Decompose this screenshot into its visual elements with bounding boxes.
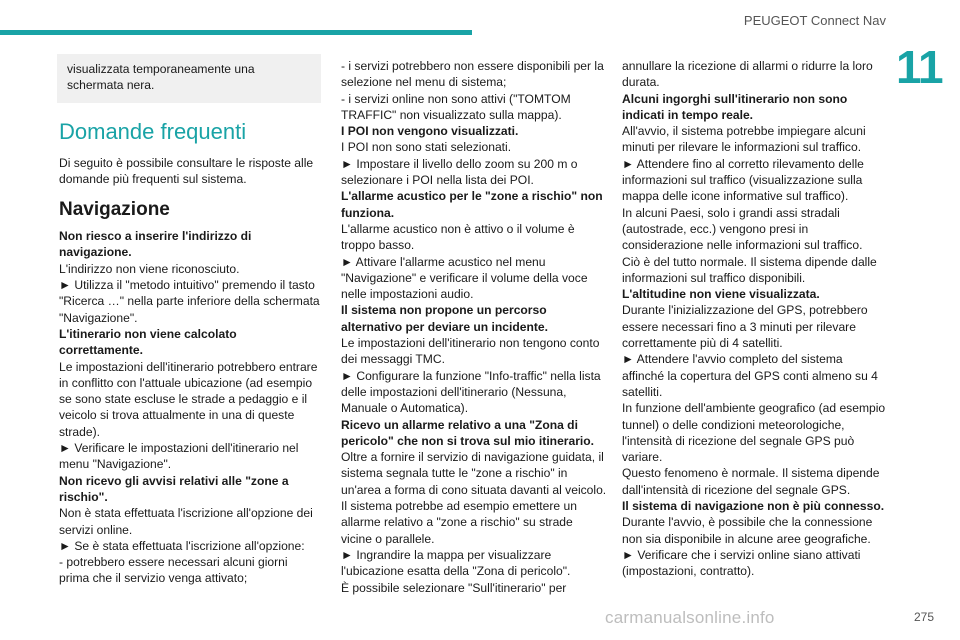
answer: ► Ingrandire la mappa per visualizzare l'ubicazione esatta della "Zona di pericolo". [341, 547, 571, 579]
answer: Durante l'inizializzazione del GPS, potrebbero essere necessari fino a 3 minuti per rilevare correttamente più di 4 satelliti. [622, 303, 868, 351]
question: I POI non vengono visualizzati. [341, 124, 519, 139]
answer: ► Attivare l'allarme acustico nel menu "Navigazione" e verificare il volume della voce nelle impostazioni audio. [341, 254, 588, 302]
answer: È possibile selezionare "Sull'itinerario" per [341, 580, 567, 595]
answer: Questo fenomeno è normale. Il sistema dipende dall'intensità di ricezione del segnale GPS. [622, 466, 880, 497]
answer: annullare la ricezione di allarmi o ridurre la loro durata. [622, 59, 873, 90]
answer: I POI non sono stati selezionati. [341, 140, 512, 155]
question: L'allarme acustico per le "zone a rischio" non funziona. [341, 189, 603, 220]
answer: Le impostazioni dell'itinerario non tengono conto dei messaggi TMC. [341, 336, 600, 367]
answer: Oltre a fornire il servizio di navigazione guidata, il sistema segnala tutte le "zone a rischio" in un'area a forma di cono situata davanti al veicolo. Il sistema potrebbe ad esempio emettere un allarme relativo a "zone a rischio" su strade vicine o parallele. [341, 450, 607, 546]
question: Non riesco a inserire l'indirizzo di navigazione. [59, 229, 252, 260]
answer: - i servizi potrebbero non essere disponibili per la selezione nel menu di sistema; [341, 59, 604, 90]
column-1 [59, 54, 321, 587]
intro-text: Di seguito è possibile consultare le risposte alle domande più frequenti sul sistema. [59, 155, 314, 186]
answer: In funzione dell'ambiente geografico (ad esempio tunnel) o delle condizioni meteorologiche, l'intensità di ricezione del segnale GPS può variare. [622, 401, 886, 465]
header-accent-bar [0, 30, 472, 35]
question: L'itinerario non viene calcolato correttamente. [59, 326, 237, 358]
answer: ► Impostare il livello dello zoom su 200 m o selezionare i POI nella lista dei POI. [341, 156, 578, 188]
answer: L'indirizzo non viene riconosciuto. [59, 261, 240, 276]
answer: L'allarme acustico non è attivo o il volume è troppo basso. [341, 221, 575, 253]
question: L'altitudine non viene visualizzata. [622, 287, 820, 302]
answer: ► Utilizza il "metodo intuitivo" premendo il tasto "Ricerca …" nella parte inferiore della schermata "Navigazione". [59, 278, 320, 325]
answer: ► Attendere fino al corretto rilevamento delle informazioni sul traffico (visualizzazione sulla mappa delle icone informative sul traffico). [622, 156, 864, 204]
header-title: PEUGEOT Connect Nav [743, 13, 886, 28]
answer: - potrebbero essere necessari alcuni giorni prima che il servizio venga attivato; [59, 555, 288, 586]
watermark-text: carmanualsonline.info [605, 608, 775, 627]
note-box [57, 54, 321, 103]
answer: Ciò è del tutto normale. Il sistema dipende dalle informazioni sul traffico disponibili. [622, 254, 877, 285]
column-3 [622, 58, 888, 580]
answer: In alcuni Paesi, solo i grandi assi stradali (autostrade, ecc.) vengono presi in considerazione nelle informazioni sul traffico. [622, 205, 863, 253]
answer: - i servizi online non sono attivi ("TOMTOM TRAFFIC" non visualizzato sulla mappa). [341, 91, 571, 122]
question: Il sistema non propone un percorso alternativo per deviare un incidente. [341, 303, 548, 334]
answer: ► Configurare la funzione "Info-traffic" nella lista delle impostazioni dell'itinerario (Nessuna, Manuale o Automatica). [341, 368, 601, 416]
answer: Le impostazioni dell'itinerario potrebbero entrare in conflitto con l'attuale ubicazione (ad esempio se sono state escluse le strade a pedaggio e il veicolo si trova attualmente in una di queste strade). [59, 359, 318, 439]
page-number: 275 [913, 610, 934, 624]
section-title: Domande frequenti [59, 118, 247, 144]
subsection-title: Navigazione [59, 199, 170, 221]
chapter-number: 11 [896, 41, 943, 93]
question: Alcuni ingorghi sull'itinerario non sono indicati in tempo reale. [622, 91, 848, 122]
answer: ► Se è stata effettuata l'iscrizione all'opzione: [59, 538, 305, 553]
question: Non ricevo gli avvisi relativi alle "zone a rischio". [59, 473, 289, 504]
note-text: visualizzata temporaneamente una schermata nera. [67, 62, 255, 93]
answer: ► Verificare le impostazioni dell'itinerario nel menu "Navigazione". [59, 441, 299, 472]
answer: All'avvio, il sistema potrebbe impiegare alcuni minuti per rilevare le informazioni sul traffico. [622, 124, 866, 155]
question: Ricevo un allarme relativo a una "Zona di pericolo" che non si trova sul mio itinerario. [341, 417, 595, 448]
answer: ► Verificare che i servizi online siano attivati (impostazioni, contratto). [622, 547, 861, 579]
column-2 [341, 58, 607, 596]
question: Il sistema di navigazione non è più connesso. [622, 499, 885, 514]
answer: Non è stata effettuata l'iscrizione all'opzione dei servizi online. [59, 506, 313, 537]
answer: ► Attendere l'avvio completo del sistema affinché la copertura del GPS conti almeno su 4 satelliti. [622, 352, 878, 399]
answer: Durante l'avvio, è possibile che la connessione non sia disponibile in alcune aree geografiche. [622, 515, 873, 546]
